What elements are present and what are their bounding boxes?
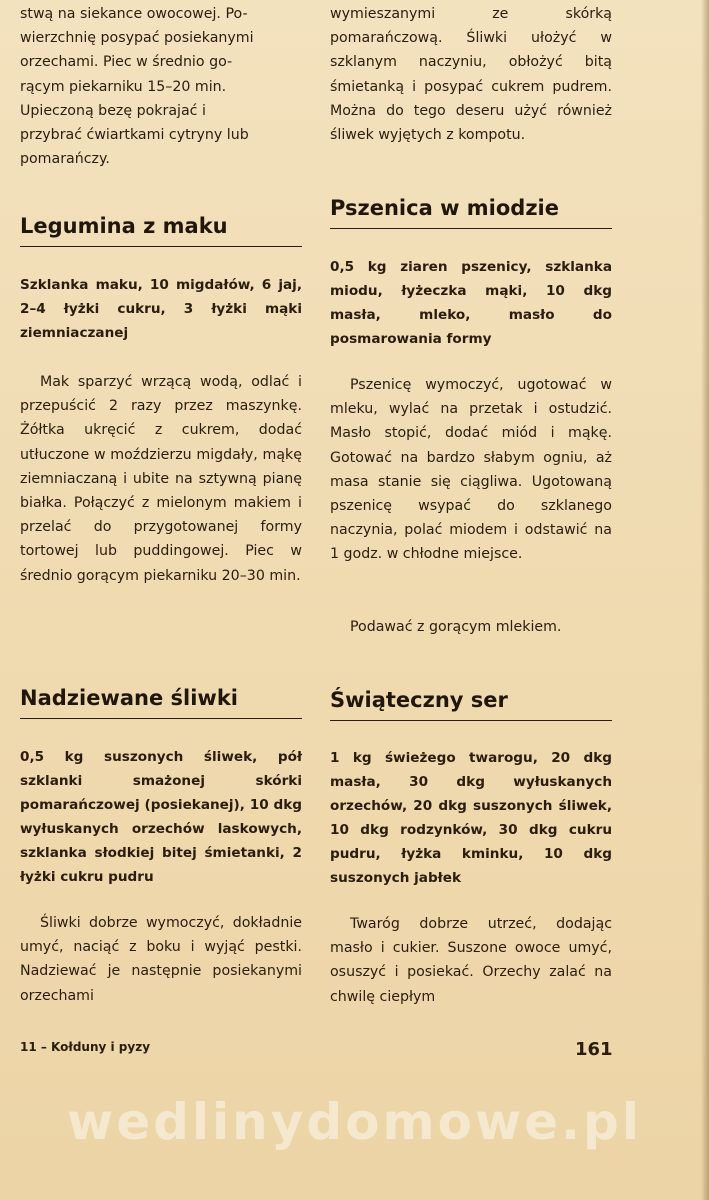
intro-line: orzechami. Piec w średnio go-	[20, 54, 233, 71]
intro-line: stwą na siekance owocowej. Po-	[20, 6, 248, 22]
recipe-title: Nadziewane śliwki	[20, 686, 238, 710]
intro-line: pomarańczy.	[20, 151, 110, 168]
intro-line: przybrać ćwiartkami cytryny lub	[20, 127, 249, 144]
recipe-serving-note: Podawać z gorącym mlekiem.	[350, 619, 562, 635]
title-rule	[330, 228, 612, 229]
recipe-title: Pszenica w miodzie	[330, 196, 559, 220]
page-edge-shadow	[701, 0, 709, 1200]
recipe-nadziewane-heading	[20, 684, 302, 719]
recipe-instructions: Twaróg dobrze utrzeć, dodając masło i cukier. Suszone owoce umyć, osuszyć i posiekać. Orzechy zalać na chwilę ciepłym	[330, 916, 612, 1005]
recipe-ingredients: 0,5 kg suszonych śliwek, pół szklanki smażonej skórki pomarańczowej (posiekanej), 10 dkg wyłuskanych orzechów laskowych, szklanka słodkiej bitej śmietanki, 2 łyżki cukru pudru	[20, 749, 302, 885]
title-rule	[20, 246, 302, 247]
title-rule	[330, 720, 612, 721]
recipe-ingredients: 1 kg świeżego twarogu, 20 dkg masła, 30 dkg wyłuskanych orzechów, 20 dkg suszonych śliwek, 10 dkg rodzynków, 30 dkg cukru pudru, łyżka kminku, 10 dkg suszonych jabłek	[330, 750, 612, 886]
recipe-ingredients: 0,5 kg ziaren pszenicy, szklanka miodu, łyżeczka mąki, 10 dkg masła, mleko, masło do posmarowania formy	[330, 259, 612, 347]
recipe-ingredients: Szklanka maku, 10 migdałów, 6 jaj, 2–4 łyżki cukru, 3 łyżki mąki ziemniaczanej	[20, 277, 302, 341]
right-intro-paragraph: wymieszanymi ze skórką pomarańczową. Śliwki ułożyć w szklanym naczyniu, obłożyć bitą śmietanką i posypać cukrem pudrem. Można do tego deseru użyć również śliwek wyjętych z kompotu.	[330, 6, 612, 144]
watermark: wedlinydomowe.pl	[67, 1093, 642, 1151]
recipe-title: Świąteczny ser	[330, 688, 508, 712]
left-intro-paragraph	[20, 2, 302, 171]
recipe-legumina-heading	[20, 212, 302, 247]
signature-mark: 11 – Kołduny i pyzy	[20, 1040, 151, 1054]
title-rule	[20, 718, 302, 719]
recipe-swiateczny-heading	[330, 686, 612, 721]
intro-line: wierzchnię posypać posiekanymi	[20, 30, 254, 47]
recipe-instructions: Śliwki dobrze wymoczyć, dokładnie umyć, naciąć z boku i wyjąć pestki. Nadziewać je następnie posiekanymi orzechami	[20, 915, 302, 1004]
recipe-pszenica-heading	[330, 194, 612, 229]
intro-line: rącym piekarniku 15–20 min.	[20, 78, 227, 95]
recipe-title: Legumina z maku	[20, 214, 228, 238]
recipe-instructions: Pszenicę wymoczyć, ugotować w mleku, wylać na przetak i ostudzić. Masło stopić, dodać miód i mąkę. Gotować na bardzo słabym ogniu, aż masa stanie się ciągliwa. Ugotowaną pszenicę wsypać do szklanego naczynia, polać miodem i odstawić na 1 godz. w chłodne miejsce.	[330, 377, 612, 563]
page-number: 161	[575, 1039, 613, 1060]
recipe-instructions: Mak sparzyć wrzącą wodą, odlać i przepuścić 2 razy przez maszynkę. Żółtka ukręcić z cukrem, dodać utłuczone w moździerzu migdały, mąkę ziemniaczaną i ubite na sztywną pianę białka. Połączyć z mielonym makiem i przelać do przygotowanej formy tortowej lub puddingowej. Piec w średnio gorącym piekarniku 20–30 min.	[20, 374, 302, 584]
intro-line: Upieczoną bezę pokrajać i	[20, 102, 206, 119]
